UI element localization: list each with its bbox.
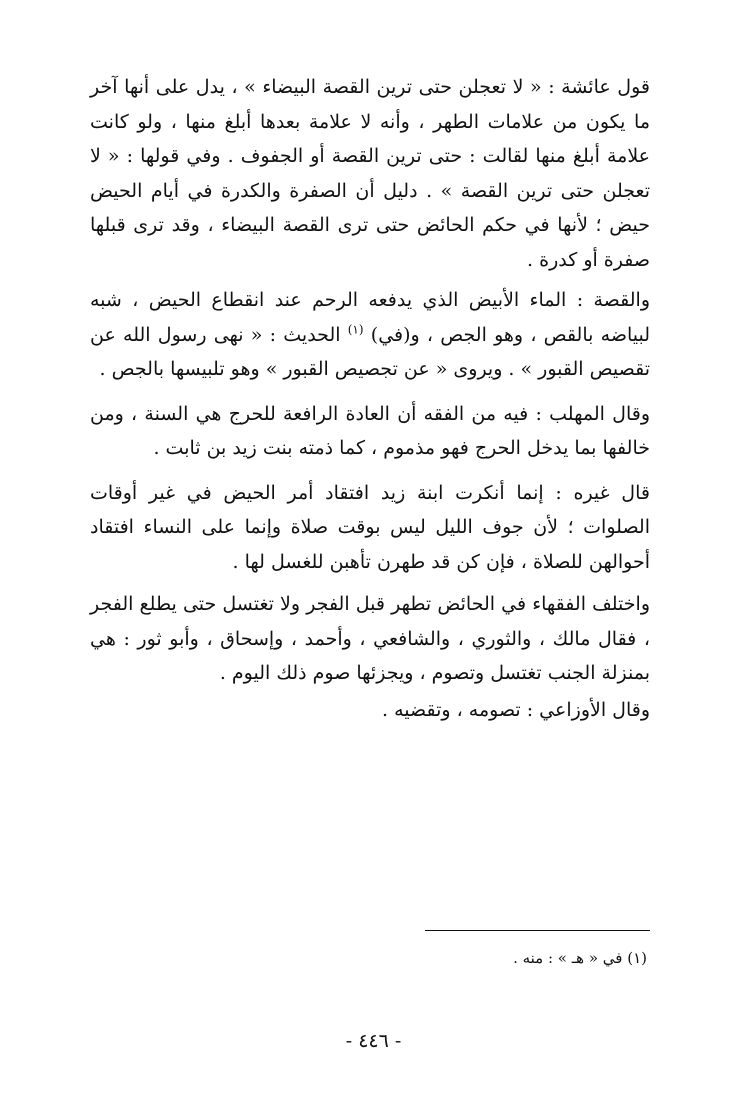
paragraph-awzai: وقال الأوزاعي : تصومه ، وتقضيه . bbox=[382, 698, 650, 721]
page-number: - ٤٤٦ - bbox=[345, 1030, 402, 1052]
paragraph-aisha-saying: قول عائشة : « لا تعجلن حتى ترين القصة البيضاء » ، يدل على أنها آخر ما يكون من علامات الطهر ، وأنه لا علامة بعدها أبلغ منها ، ولو كانت علامة أبلغ منها لقالت : حتى ترين القصة أو الجفوف . وفي قولها : « لا تعجلن حتى ترين القصة » . دليل أن الصفرة والكدرة في أيام الحيض حيض ؛ لأنها في حكم الحائض حتى ترى القصة البيضاء ، وقد ترى قبلها صفرة أو كدرة . bbox=[90, 76, 650, 271]
footnote-divider bbox=[425, 930, 650, 931]
main-text bbox=[90, 70, 650, 727]
paragraph-muhallab: وقال المهلب : فيه من الفقه أن العادة الرافعة للحرج هي السنة ، ومن خالفها بما يدخل الحرج فهو مذموم ، كما ذمته بنت زيد بن ثابت . bbox=[90, 402, 650, 459]
paragraph-jurists-disagreement: واختلف الفقهاء في الحائض تطهر قبل الفجر ولا تغتسل حتى يطلع الفجر ، فقال مالك ، والثوري ، والشافعي ، وأحمد ، وإسحاق ، وأبو ثور : هي بمنزلة الجنب تغتسل وتصوم ، ويجزئها صوم ذلك اليوم . bbox=[90, 593, 650, 684]
paragraph-qissa-definition bbox=[90, 283, 650, 387]
paragraph-other-opinion: قال غيره : إنما أنكرت ابنة زيد افتقاد أمر الحيض في غير أوقات الصلوات ؛ لأن جوف الليل ليس بوقت صلاة وإنما على النساء افتقاد أحوالهن للصلاة ، فإن كن قد طهرن تأهبن للغسل لها . bbox=[90, 481, 650, 573]
footnote: (١) في « هـ » : منه . bbox=[513, 949, 647, 967]
qissa-text-start: والقصة : الماء الأبيض الذي يدفعه الرحم عند انقطاع الحيض ، شبه لبياضه بالقص ، وهو الجص ، و(في) bbox=[90, 289, 650, 346]
qissa-text-end: الحديث : « نهى رسول الله عن تقصيص القبور » . ويروى « عن تجصيص القبور » وهو تلبيسها بالجص . bbox=[90, 323, 650, 380]
footnote-marker: (١) bbox=[347, 322, 364, 337]
